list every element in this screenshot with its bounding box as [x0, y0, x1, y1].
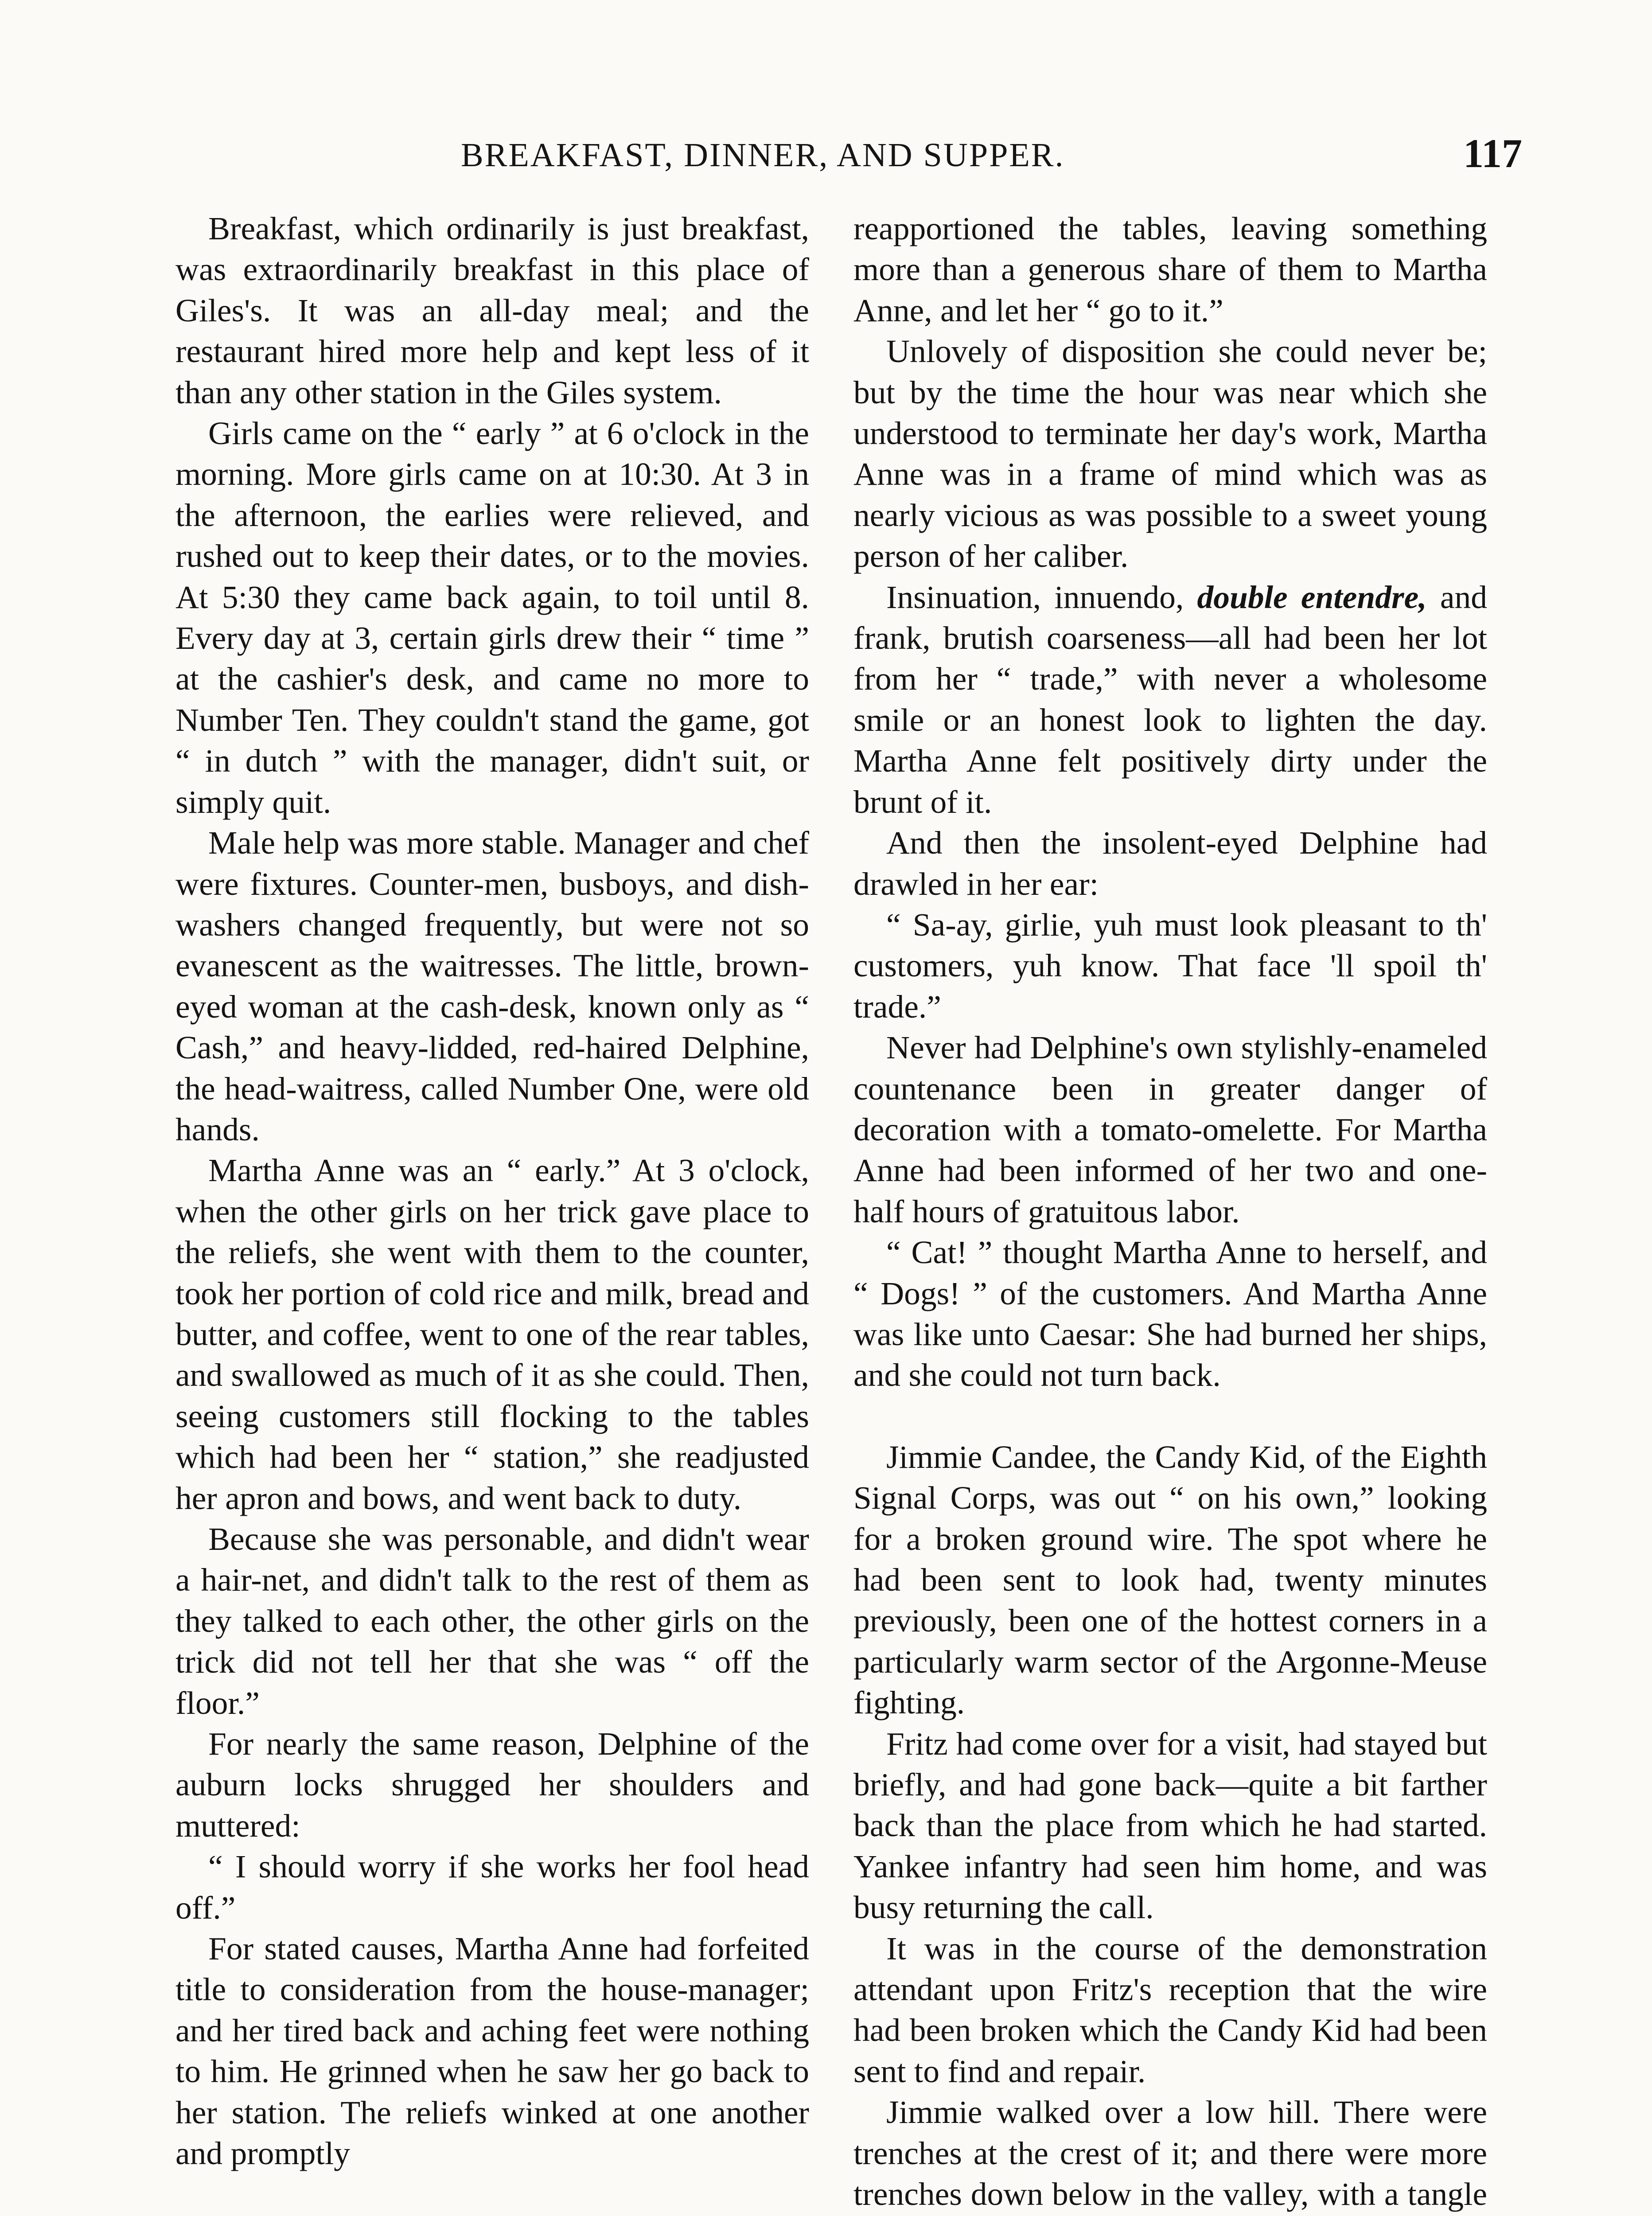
paragraph-text: and frank, brutish coarseness—all had been her lot from her “ trade,” with never a wholesome smile or an honest look to lighten the day. Martha Anne felt positively dirty under the brunt of it.	[853, 579, 1487, 820]
page-number: 117	[1463, 131, 1522, 176]
paragraph: Unlovely of disposition she could never be; but by the time the hour was near which she understood to terminate her day's work, Martha Anne was in a frame of mind which was as nearly vicious as was possible to a sweet young person of her caliber.	[853, 333, 1487, 574]
paragraph: For nearly the same reason, Delphine of the auburn locks shrugged her shoulders and muttered:	[175, 1726, 809, 1844]
paragraph: “ Sa-ay, girlie, yuh must look pleasant to th' customers, yuh know. That face 'll spoil th' trade.”	[853, 906, 1487, 1025]
paragraph: Breakfast, which ordinarily is just breakfast, was extraordinarily breakfast in this place of Giles's. It was an all-day meal; and the restaurant hired more help and kept less of it than any other station in the Giles system.	[175, 211, 809, 410]
paragraph-text: Insinuation, innuendo,	[886, 579, 1197, 615]
paragraph: Male help was more stable. Manager and chef were fixtures. Counter-men, busboys, and dish-washers changed frequently, but were not so evanescent as the waitresses. The little, brown-eyed woman at the cash-desk, known only as “ Cash,” and heavy-lidded, red-haired Delphine, the head-waitress, called Number One, were old hands.	[175, 825, 809, 1147]
italic-phrase: double entendre,	[1197, 579, 1427, 615]
paragraph: Because she was personable, and didn't wear a hair-net, and didn't talk to the rest of them as they talked to each other, the other girls on the trick did not tell her that she was “ off the floor.”	[175, 1521, 809, 1721]
paragraph: Jimmie walked over a low hill. There were trenches at the crest of it; and there were more trenches down below in the valley, with a tangle	[853, 2094, 1487, 2212]
running-head: BREAKFAST, DINNER, AND SUPPER.	[461, 137, 1065, 174]
paragraph: Fritz had come over for a visit, had stayed but briefly, and had gone back—quite a bit farther back than the place from which he had started. Yankee infantry had seen him home, and was busy returning the call.	[853, 1725, 1487, 1926]
paragraph: “ I should worry if she works her fool head off.”	[175, 1849, 809, 1926]
left-column	[175, 208, 809, 2174]
right-column	[853, 208, 1487, 2216]
paragraph: Never had Delphine's own stylishly-enameled countenance been in greater danger of decoration with a tomato-omelette. For Martha Anne had been informed of her two and one-half hours of gratuitous labor.	[853, 1030, 1487, 1229]
paragraph: It was in the course of the demonstration attendant upon Fritz's reception that the wire had been broken which the Candy Kid had been sent to find and repair.	[853, 1930, 1487, 2089]
paragraph: “ Cat! ” thought Martha Anne to herself, and “ Dogs! ” of the customers. And Martha Anne was like unto Caesar: She had burned her ships, and she could not turn back.	[853, 1234, 1487, 1393]
paragraph: And then the insolent-eyed Delphine had drawled in her ear:	[853, 825, 1487, 902]
paragraph-continuation: reapportioned the tables, leaving something more than a generous share of them to Martha Anne, and let her “ go to it.”	[853, 211, 1487, 328]
paragraph: Girls came on the “ early ” at 6 o'clock in the morning. More girls came on at 10:30. At 3 in the afternoon, the earlies were relieved, and rushed out to keep their dates, or to the movies. At 5:30 they came back again, to toil until 8. Every day at 3, certain girls drew their “ time ” at the cashier's desk, and came no more to Number Ten. They couldn't stand the game, got “ in dutch ” with the manager, didn't suit, or simply quit.	[175, 415, 809, 820]
paragraph: For stated causes, Martha Anne had forfeited title to consideration from the house-manager; and her tired back and aching feet were nothing to him. He grinned when he saw her go back to her station. The reliefs winked at one another and promptly	[175, 1931, 809, 2172]
paragraph: Jimmie Candee, the Candy Kid, of the Eighth Signal Corps, was out “ on his own,” looking for a broken ground wire. The spot where he had been sent to look had, twenty minutes previously, been one of the hottest corners in a particularly warm sector of the Argonne-Meuse fighting.	[853, 1439, 1487, 1721]
paragraph	[853, 577, 1487, 823]
paragraph: Martha Anne was an “ early.” At 3 o'clock, when the other girls on her trick gave place to the reliefs, she went with them to the counter, took her portion of cold rice and milk, bread and butter, and coffee, went to one of the rear tables, and swallowed as much of it as she could. Then, seeing customers still flocking to the tables which had been her “ station,” she readjusted her apron and bows, and went back to duty.	[175, 1152, 809, 1516]
